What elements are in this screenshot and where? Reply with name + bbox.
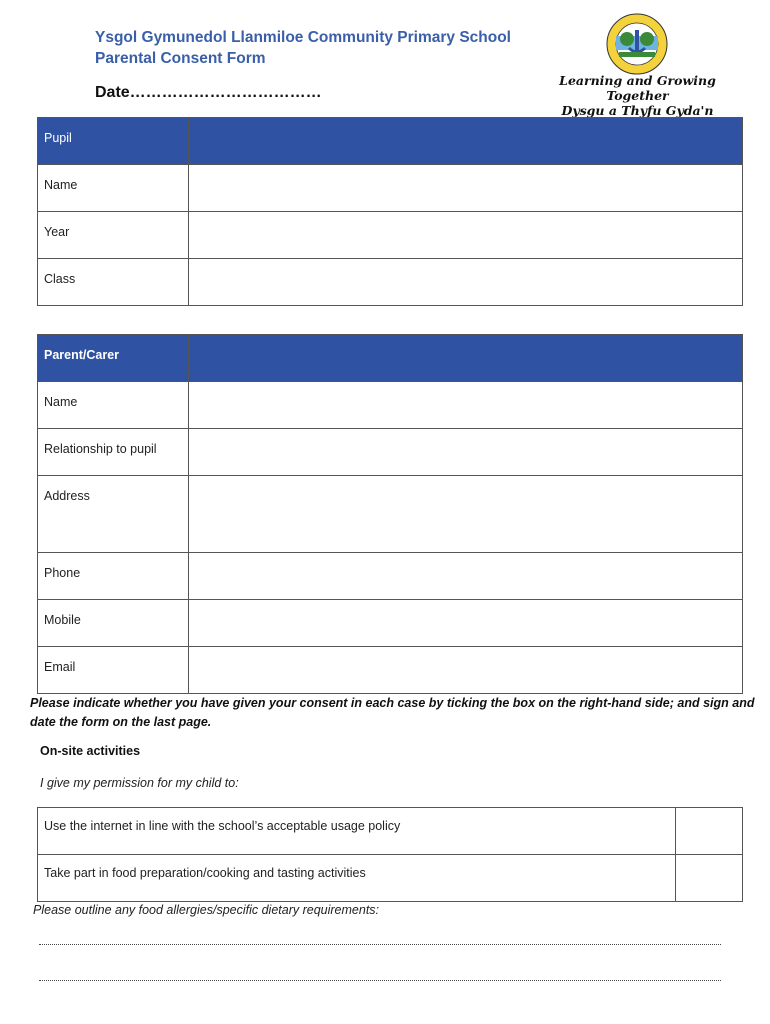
pupil-heading-fill [189, 118, 743, 165]
form-title: Parental Consent Form [95, 50, 266, 67]
internet-consent-label: Use the internet in line with the school’s acceptable usage policy [38, 808, 676, 855]
parent-header-row [38, 335, 743, 382]
relationship-label: Relationship to pupil [38, 429, 189, 476]
parent-name-field[interactable] [189, 382, 743, 429]
table-row [38, 429, 743, 476]
pupil-name-field[interactable] [189, 165, 743, 212]
parent-heading-fill [189, 335, 743, 382]
consent-table [37, 807, 743, 902]
consent-instructions: Please indicate whether you have given your consent in each case by ticking the box on the right-hand side; and sign and date the form on the last page. [30, 696, 755, 729]
internet-consent-checkbox[interactable] [676, 808, 743, 855]
mobile-label: Mobile [38, 600, 189, 647]
pupil-heading: Pupil [38, 118, 189, 165]
pupil-class-field[interactable] [189, 259, 743, 306]
pupil-year-field[interactable] [189, 212, 743, 259]
mobile-field[interactable] [189, 600, 743, 647]
allergies-line-2[interactable] [39, 980, 721, 981]
school-logo [605, 12, 669, 76]
phone-label: Phone [38, 553, 189, 600]
table-row [38, 808, 743, 855]
table-row [38, 476, 743, 553]
date-field[interactable]: Date……………………………… [95, 84, 322, 101]
table-row [38, 553, 743, 600]
pupil-year-label: Year [38, 212, 189, 259]
parent-table [37, 334, 743, 694]
parent-heading: Parent/Carer [38, 335, 189, 382]
address-field[interactable] [189, 476, 743, 553]
pupil-name-label: Name [38, 165, 189, 212]
motto-welsh: Dysgu a Thyfu Gyda'n [561, 103, 714, 118]
pupil-table [37, 117, 743, 306]
onsite-section-title: On-site activities [40, 744, 141, 758]
table-row [38, 259, 743, 306]
email-label: Email [38, 647, 189, 694]
allergies-label: Please outline any food allergies/specific dietary requirements: [33, 903, 380, 917]
permission-intro: I give my permission for my child to: [40, 776, 239, 790]
table-row [38, 600, 743, 647]
food-consent-checkbox[interactable] [676, 855, 743, 902]
table-row [38, 382, 743, 429]
address-label: Address [38, 476, 189, 553]
email-field[interactable] [189, 647, 743, 694]
parent-name-label: Name [38, 382, 189, 429]
table-row [38, 647, 743, 694]
table-row [38, 855, 743, 902]
school-header [95, 27, 511, 69]
pupil-class-label: Class [38, 259, 189, 306]
motto-english: Learning and Growing Together [559, 73, 716, 103]
relationship-field[interactable] [189, 429, 743, 476]
pupil-header-row [38, 118, 743, 165]
allergies-line-1[interactable] [39, 944, 721, 945]
table-row [38, 165, 743, 212]
school-name: Ysgol Gymunedol Llanmiloe Community Primary School [95, 29, 511, 46]
table-row [38, 212, 743, 259]
phone-field[interactable] [189, 553, 743, 600]
food-consent-label: Take part in food preparation/cooking and tasting activities [38, 855, 676, 902]
